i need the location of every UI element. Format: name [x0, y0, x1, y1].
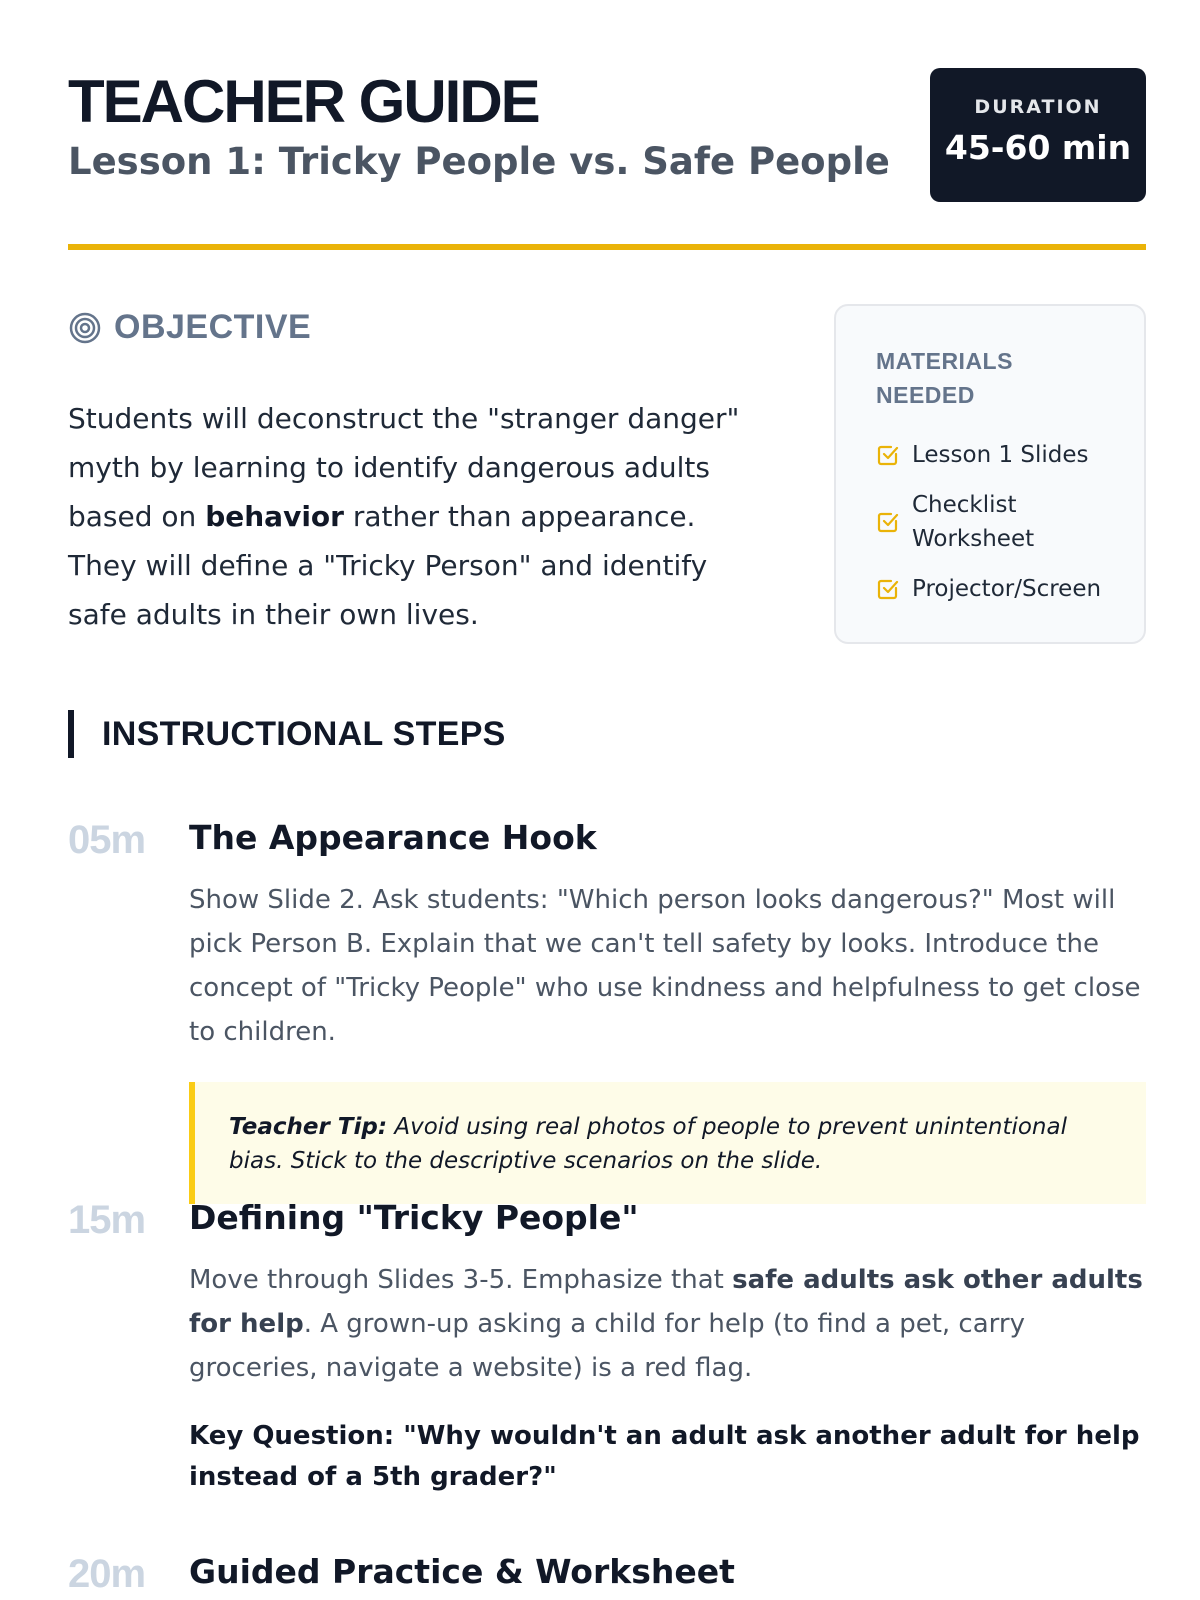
page-title: TEACHER GUIDE — [68, 68, 539, 135]
material-item — [876, 488, 1104, 556]
objective-heading — [68, 308, 311, 347]
duration-value: 45-60 min — [944, 128, 1132, 167]
duration-badge — [930, 68, 1146, 202]
objective-text-part: rather than appearance. They will define a "Tricky Person" and identify safe adults in their own lives. — [68, 500, 708, 631]
step-body — [189, 1198, 1146, 1498]
header-divider — [68, 244, 1146, 250]
materials-title: MATERIALS NEEDED — [876, 348, 1013, 408]
lesson-subtitle: Lesson 1: Tricky People vs. Safe People — [68, 140, 890, 183]
page-header — [68, 68, 1146, 258]
duration-label: DURATION — [974, 96, 1102, 118]
materials-list — [876, 438, 1104, 606]
checkbox-icon — [876, 510, 900, 534]
objective-label: OBJECTIVE — [114, 308, 312, 346]
material-item — [876, 572, 1104, 606]
material-label: Checklist Worksheet — [912, 492, 1035, 552]
step-time: 05m — [68, 818, 146, 862]
checkbox-icon — [876, 443, 900, 467]
key-question: Key Question: "Why wouldn't an adult ask another adult for help instead of a 5th grader?" — [189, 1421, 1140, 1492]
step-description — [189, 1258, 1146, 1390]
target-icon — [68, 311, 102, 345]
step-time: 15m — [68, 1198, 146, 1242]
checkbox-icon — [876, 577, 900, 601]
step-title: The Appearance Hook — [189, 818, 597, 857]
step-title: Guided Practice & Worksheet — [189, 1552, 735, 1591]
tip-label: Teacher Tip: — [229, 1114, 388, 1140]
material-label: Lesson 1 Slides — [912, 442, 1089, 468]
material-label: Projector/Screen — [912, 576, 1102, 602]
tip-text: Avoid using real photos of people to prevent unintentional bias. Stick to the descriptive scenarios on the slide. — [229, 1114, 1067, 1174]
step-emphasis: safe adults ask other adults for help — [189, 1265, 1143, 1339]
step-description-part: . A grown-up asking a child for help (to find a pet, carry groceries, navigate a website) is a red flag. — [189, 1309, 1025, 1383]
material-item — [876, 438, 1104, 472]
step-title: Defining "Tricky People" — [189, 1198, 639, 1237]
step-time: 20m — [68, 1552, 146, 1596]
teacher-tip — [189, 1082, 1146, 1204]
step-description: Show Slide 2. Ask students: "Which person looks dangerous?" Most will pick Person B. Explain that we can't tell safety by looks. Introduce the concept of "Tricky People" who use kindness and helpfulness to get close to children. — [189, 885, 1141, 1047]
objective-emphasis: behavior — [205, 500, 344, 533]
step-description-part: Move through Slides 3-5. Emphasize that — [189, 1265, 733, 1295]
step-body — [189, 1552, 1146, 1592]
materials-card — [834, 304, 1146, 644]
objective-text — [68, 394, 758, 639]
steps-heading-label: INSTRUCTIONAL STEPS — [102, 714, 506, 753]
steps-heading — [68, 710, 506, 758]
step-body — [189, 818, 1146, 1204]
objective-text-part: Students will deconstruct the "stranger danger" myth by learning to identify dangerous adults based on — [68, 402, 740, 533]
